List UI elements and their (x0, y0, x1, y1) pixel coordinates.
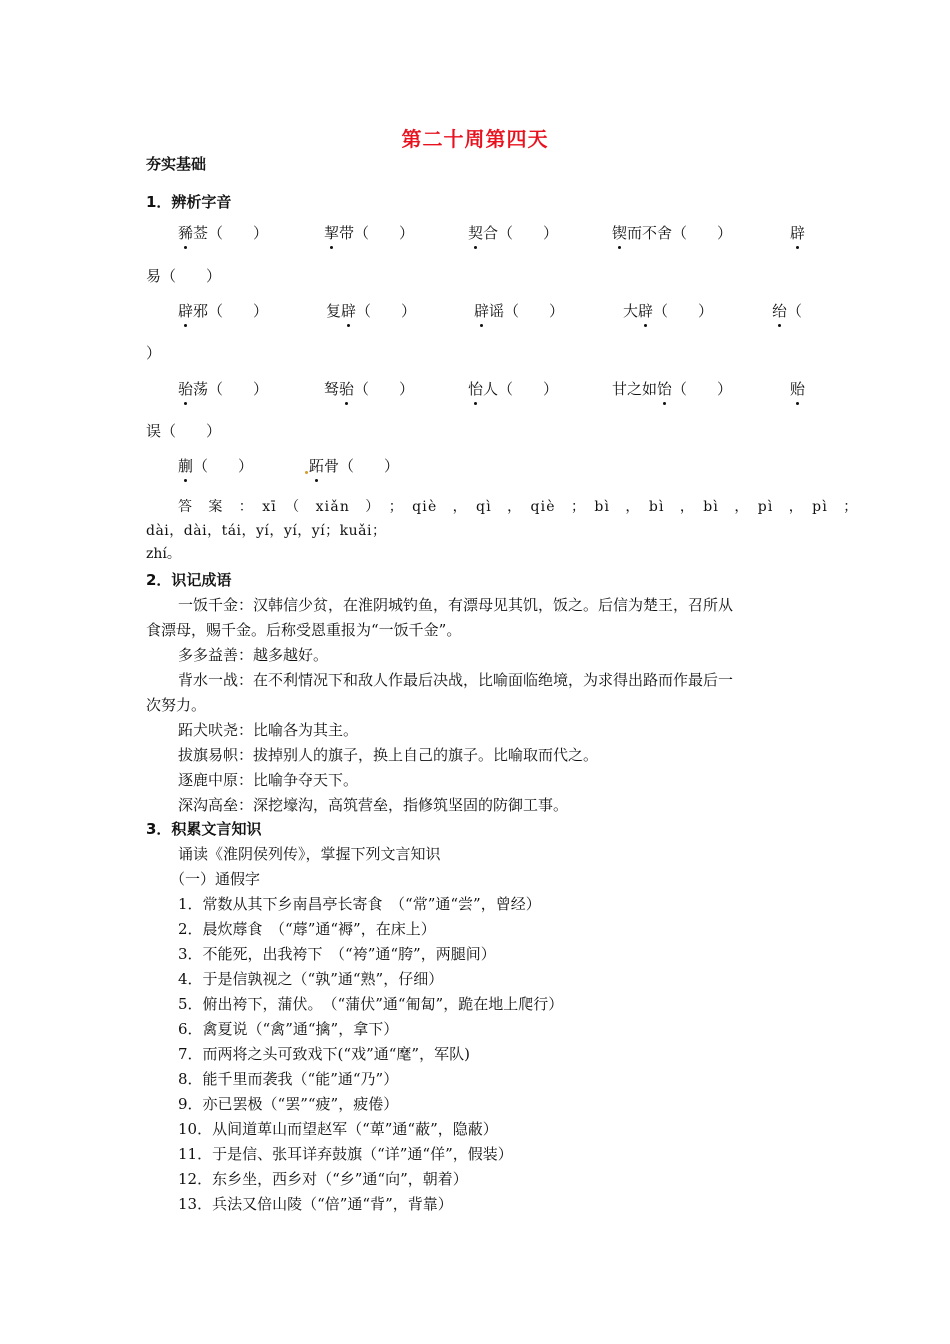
classical-item: 1．常数从其下乡南昌亭长寄食 （“常”通“尝”，曾经） (178, 895, 541, 913)
pronunciation-item: 骀荡（ ） (178, 380, 269, 398)
classical-item: 10．从间道萆山而望赵军（“萆”通“蔽”，隐蔽） (178, 1120, 498, 1138)
pronunciation-item: 跖骨（ ） (304, 455, 399, 476)
pronunciation-item: 驽骀（ ） (324, 380, 415, 398)
pronunciation-item: 挈带（ ） (324, 224, 415, 242)
classical-item: 13．兵法又倍山陵（“倍”通“背”，背靠） (178, 1195, 453, 1213)
classical-item: 5．俯出袴下，蒲伏。 （“蒲伏”通“匍匐”，跪在地上爬行） (178, 995, 564, 1013)
question-2-heading: 2．识记成语 (146, 571, 232, 589)
idiom-item: 拔旗易帜：拔掉别人的旗子，换上自己的旗子。比喻取而代之。 (178, 746, 599, 764)
pronunciation-item: 辟谣（ ） (474, 302, 565, 320)
idiom-item: 多多益善：越多越好。 (178, 646, 329, 664)
page-title: 第二十周第四天 (401, 127, 549, 151)
idiom-list (146, 593, 808, 818)
classical-subheading: （一）通假字 (170, 870, 261, 888)
pronunciation-item: 复辟（ ） (326, 302, 417, 320)
pronunciation-item-wrap: 易（ ） (146, 267, 222, 285)
pronunciation-item: 辟 (790, 224, 806, 242)
classical-item: 12．东乡坐，西乡对（“乡”通“向”，朝着） (178, 1170, 468, 1188)
pronunciation-item: 豨莶（ ） (178, 224, 269, 242)
idiom-item: 一饭千金：汉韩信少贫，在淮阴城钓鱼，有漂母见其饥，饭之。后信为楚王，召所从 (178, 596, 734, 614)
classical-item: 9．亦已罢极（“罢”“疲”，疲倦） (178, 1095, 399, 1113)
idiom-item: 深沟高垒：深挖壕沟，高筑营垒，指修筑坚固的防御工事。 (178, 796, 569, 814)
classical-item: 6．禽夏说（“禽”通“擒”，拿下） (178, 1020, 399, 1038)
pronunciation-item-wrap: 误（ ） (146, 422, 222, 440)
classical-item: 7．而两将之头可致戏下(“戏”通“麾”，军队) (178, 1045, 470, 1063)
answer-line: 答 案 ： xī （ xiǎn ） ； qiè ， qì ， qiè ； bì ， bì ， bì ， pì ， pì ； (178, 499, 859, 515)
classical-item: 11．于是信、张耳详弃鼓旗（“详”通“佯”，假装） (178, 1145, 513, 1163)
section-heading-basics: 夯实基础 (146, 155, 207, 173)
pronunciation-item: 大辟（ ） (623, 302, 714, 320)
pronunciation-item: 契合（ ） (468, 224, 559, 242)
idiom-item: 逐鹿中原：比喻争夺天下。 (178, 771, 359, 789)
classical-item: 2．晨炊蓐食 （“蓐”通“褥”，在床上） (178, 920, 436, 938)
answer-line: dài，dài，tái，yí，yí，yí；kuǎi； (146, 523, 387, 539)
pronunciation-item: 甘之如饴（ ） (612, 380, 733, 398)
classical-item: 4．于是信孰视之（“孰”通“熟”，仔细） (178, 970, 444, 988)
question-1-heading: 1．辨析字音 (146, 193, 232, 211)
pronunciation-item-wrap: ） (146, 344, 162, 362)
question-3-heading: 3．积累文言知识 (146, 820, 262, 838)
pronunciation-item: 辟邪（ ） (178, 302, 269, 320)
classical-intro: 诵读《淮阴侯列传》，掌握下列文言知识 (178, 845, 441, 863)
idiom-item: 食漂母，赐千金。后称受恩重报为“一饭千金”。 (146, 621, 462, 639)
idiom-item: 跖犬吠尧：比喻各为其主。 (178, 721, 359, 739)
classical-list (146, 842, 808, 1217)
pronunciation-item: 绐（ (772, 302, 803, 320)
idiom-item: 次努力。 (146, 696, 207, 714)
pronunciation-item: 锲而不舍（ ） (612, 224, 733, 242)
idiom-item: 背水一战：在不利情况下和敌人作最后决战，比喻面临绝境，为求得出路而作最后一 (178, 671, 734, 689)
classical-item: 3．不能死，出我袴下 （“袴”通“胯”，两腿间） (178, 945, 496, 963)
answer-line: zhí。 (146, 546, 181, 562)
pronunciation-item: 怡人（ ） (468, 380, 559, 398)
pronunciation-item: 蒯（ ） (178, 457, 254, 475)
classical-item: 8．能千里而袭我（“能”通“乃”） (178, 1070, 399, 1088)
pronunciation-item: 贻 (790, 380, 806, 398)
